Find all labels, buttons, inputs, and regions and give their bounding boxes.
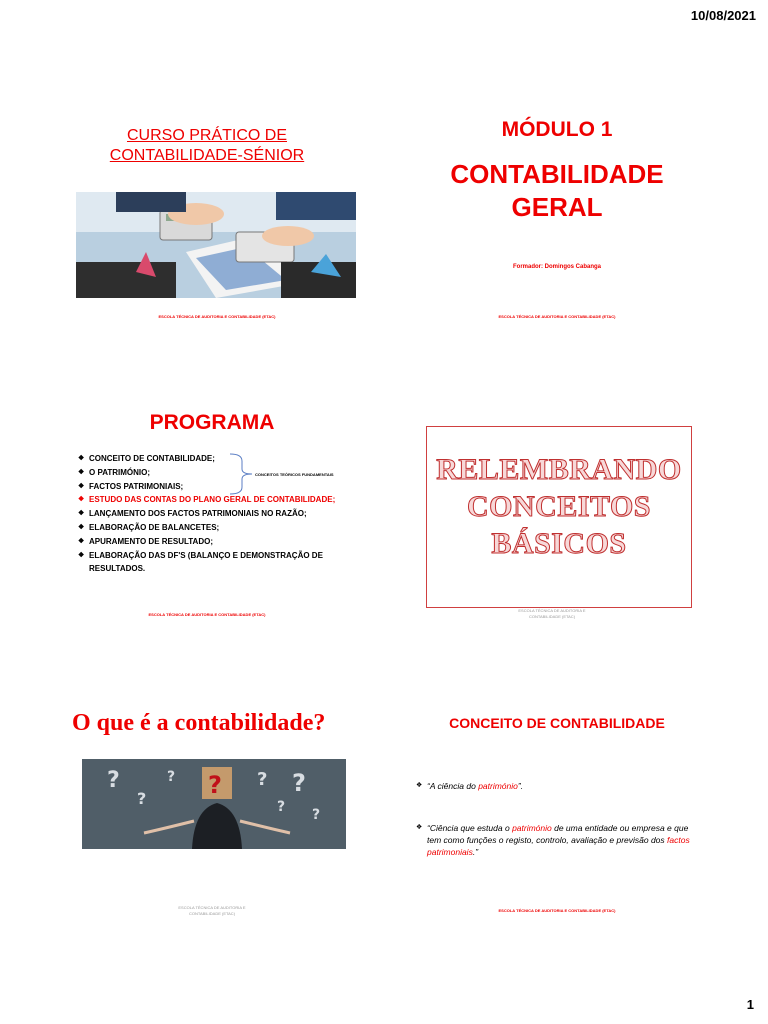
school-footer: ESCOLA TÉCNICA DE AUDITORIA E CONTABILIDADE (ETAC) <box>498 908 616 913</box>
list-item: ❖ CONCEITO DE CONTABILIDADE; <box>78 452 378 466</box>
slide-3 <box>52 405 382 635</box>
module-label: MÓDULO 1 <box>501 118 613 141</box>
question-title: O que é a contabilidade? <box>72 710 326 736</box>
school-footer: ESCOLA TÉCNICA DE AUDITORIA E CONTABILIDADE (ETAC) <box>498 314 616 319</box>
list-item: ❖ O PATRIMÓNIO; <box>78 466 378 480</box>
slide-1 <box>52 108 382 338</box>
school-footer: ESCOLA TÉCNICA DE AUDITORIA E CONTABILIDADE (ETAC) <box>158 314 276 319</box>
definition-2: ❖ “Ciência que estuda o património de uma entidade ou empresa e que tem como funções o registo, controlo, avaliação e previsão dos factos patrimoniais.” <box>416 822 697 858</box>
slide-4 <box>392 405 722 635</box>
svg-text:?: ? <box>107 768 120 793</box>
list-item: ❖ ELABORAÇÃO DAS DF'S (BALANÇO E DEMONSTRAÇÃO DE RESULTADOS. <box>78 549 378 577</box>
page-number: 1 <box>746 997 754 1012</box>
list-item: ❖ LANÇAMENTO DOS FACTOS PATRIMONIAIS NO RAZÃO; <box>78 507 378 521</box>
slide-5 <box>52 700 382 930</box>
list-item: ❖ ESTUDO DAS CONTAS DO PLANO GERAL DE CONTABILIDADE; <box>78 493 378 507</box>
school-footer: ESCOLA TÉCNICA DE AUDITORIA E CONTABILIDADE (ETAC) <box>148 612 266 617</box>
school-footer: ESCOLA TÉCNICA DE AUDITORIA E CONTABILIDADE (ETAC) <box>178 905 246 916</box>
svg-text:?: ? <box>312 807 321 823</box>
office-calculator-photo <box>76 192 356 298</box>
svg-text:?: ? <box>277 799 286 815</box>
course-title: CURSO PRÁTICO DE CONTABILIDADE-SÉNIOR <box>109 127 305 164</box>
slide-6 <box>392 700 722 930</box>
curly-brace-icon <box>228 453 254 495</box>
slide-2 <box>392 108 722 338</box>
school-footer: ESCOLA TÉCNICA DE AUDITORIA E CONTABILIDADE (ETAC) <box>518 608 586 619</box>
brace-note: CONCEITOS TEÓRICOS FUNDAMENTAIS <box>255 472 334 477</box>
svg-text:?: ? <box>292 769 306 797</box>
question-marks-photo <box>82 759 346 849</box>
trainer-name: Formador: Domingos Cabanga <box>512 264 601 270</box>
print-date: 10/08/2021 <box>690 8 756 23</box>
svg-text:?: ? <box>137 789 147 808</box>
program-title: PROGRAMA <box>149 411 275 434</box>
definition-1: ❖ “A ciência do património”. <box>416 780 697 792</box>
svg-text:?: ? <box>167 769 176 785</box>
list-item: ❖ FACTOS PATRIMONIAIS; <box>78 480 378 494</box>
list-item: ❖ ELABORAÇÃO DE BALANCETES; <box>78 521 378 535</box>
list-item: ❖ APURAMENTO DE RESULTADO; <box>78 535 378 549</box>
svg-text:?: ? <box>208 771 222 799</box>
module-title: CONTABILIDADE GERAL <box>450 159 664 222</box>
recap-title: RELEMBRANDO CONCEITOS BÁSICOS <box>436 453 682 560</box>
svg-text:?: ? <box>257 769 268 790</box>
concept-title: CONCEITO DE CONTABILIDADE <box>449 715 665 731</box>
